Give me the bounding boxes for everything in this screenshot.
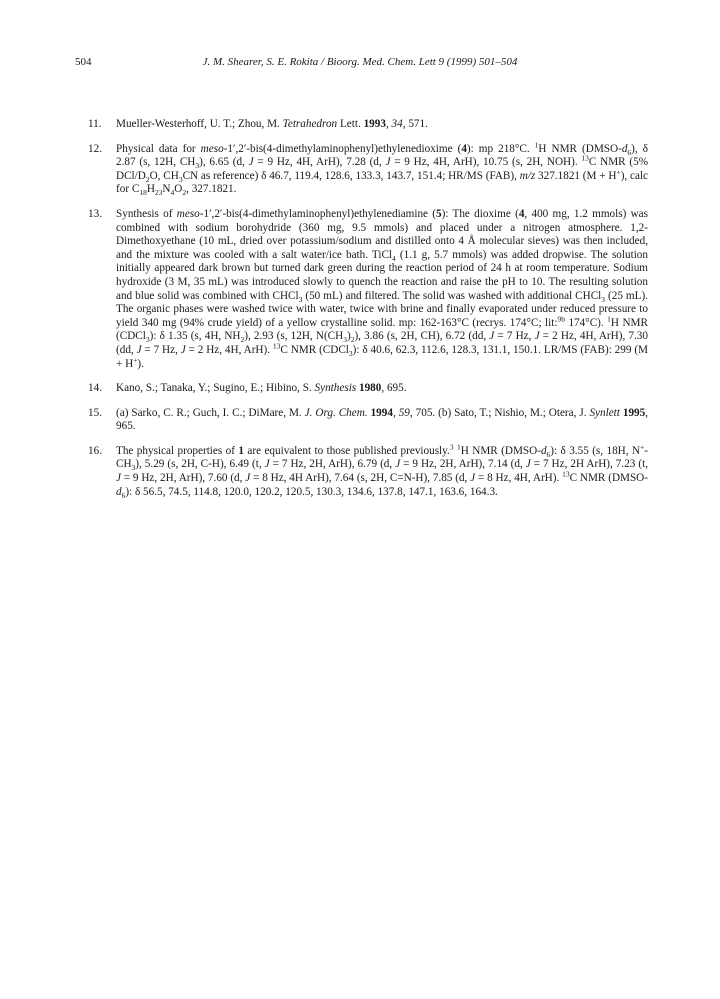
reference-text: Mueller-Westerhoff, U. T.; Zhou, M. Tetrahedron Lett. 1993, 34, 571. bbox=[116, 118, 428, 130]
reference-number: 16. bbox=[88, 444, 102, 457]
reference-text: Kano, S.; Tanaka, Y.; Sugino, E.; Hibino, S. Synthesis 1980, 695. bbox=[116, 382, 407, 395]
reference-number: 14. bbox=[88, 382, 102, 395]
reference-number: 15. bbox=[88, 406, 102, 419]
reference-text: Synthesis of meso-1′,2′-bis(4-dimethylaminophenyl)ethylenediamine (5): The dioxime (4, 400 mg, 1.2 mmols) was combined with sodium borohydride (360 mg, 9.5 mmols) and placed under a nitrogen atmosphere. 1,2-Dimethoxyethane (10 mL, dried over potassium/sodium and distilled onto 4 Å molecular sieves) was then included, and the mixture was cooled with a salt water/ice bath. TiCl$_4$ (1.1 g, 5.7 mmols) was added dropwise. The solution initially appeared dark brown but turned dark green during the reaction period of 24 h at room temperature. Sodium hydroxide (3 M, 35 mL) was introduced slowly to quench the reaction and raise the pH to 10. The resulting solution and blue solid was combined with CHCl$_3$ (50 mL) and filtered. The solid was washed with additional CHCl$_3$ (25 mL). The organic phases were washed twice with water, twice with brine and finally evaporated under reduced pressure to yield 340 mg (94% crude yield) of a yellow crystalline solid. mp: 162-163°C (recrys. 174°C; lit:$^{9b}$ 174°C). $^1$H NMR (CDCl$_3$): δ 1.35 (s, 4H, $NH_2$), 2.93 (s, 12H, $N(CH_3)_2$), 3.86 (s, 2H, CH), 6.72 (dd, J = 7 Hz, J = 2 Hz, 4H, ArH), 7.30 (dd, J = 7 Hz, J = 2 Hz, 4H, ArH). $^{13}$C NMR (CDCl$_3$): δ 40.6, 62.3, 112.6, 128.3, 131.1, 150.1. LR/MS (FAB): 299 (M + H+). bbox=[116, 207, 648, 370]
reference-text: (a) Sarko, C. R.; Guch, I. C.; DiMare, M. J. Org. Chem. 1994, 59, 705. (b) Sato, T.; Nishio, M.; Otera, J. Synlett 1995, 965. bbox=[116, 406, 649, 433]
reference-number: 12. bbox=[88, 142, 102, 155]
reference-item bbox=[88, 208, 648, 371]
reference-text: The physical properties of 1 are equivalent to those published previously.$^3$ $^1$H NMR $(DMSO-d_6)$: δ 3.55 (s, 18H, $N^+-CH_3$), 5.29 (s, 2H, C-H), 6.49 (t, J = 7 Hz, 2H, ArH), 6.79 (d, J = 9 Hz, 2H, ArH), 7.14 (d, J = 7 Hz, 2H ArH), 7.23 (t, J = 9 Hz, 2H, ArH), 7.60 (d, J = 8 Hz, 4H ArH), 7.64 (s, 2H, C=N-H), 7.85 (d, J = 8 Hz, 4H, ArH). $^{13}$C NMR $(DMSO-d_6)$: δ 56.5, 74.5, 114.8, 120.0, 120.2, 120.5, 130.3, 134.6, 137.8, 147.1, 163.6, 164.3. bbox=[116, 442, 649, 500]
reference-item bbox=[88, 382, 648, 396]
running-head: J. M. Shearer, S. E. Rokita / Bioorg. Med. Chem. Lett 9 (1999) 501–504 bbox=[202, 56, 518, 68]
page-header bbox=[75, 56, 645, 70]
page-number: 504 bbox=[75, 56, 92, 68]
references-list bbox=[88, 118, 648, 510]
reference-number: 11. bbox=[88, 118, 102, 130]
reference-text: Physical data for meso-1′,2′-bis(4-dimethylaminophenyl)ethylenedioxime (4): mp 218°C. $^1$H NMR $(DMSO-d_6)$, δ 2.87 (s, 12H, $CH_3$), 6.65 (d, J = 9 Hz, 4H, ArH), 7.28 (d, J = 9 Hz, 4H, ArH), 10.75 (s, 2H, NOH). $^{13}$C NMR (5% DCl/$D_2O$, $CH_3CN$ as reference) δ 46.7, 119.4, 128.6, 133.3, 143.7, 151.4; HR/MS (FAB), m/z 327.1821 (M + H+), calc for $C_{18}H_{23}N_4O_2$, 327.1821. bbox=[116, 139, 649, 198]
reference-number: 13. bbox=[88, 207, 102, 220]
reference-item bbox=[88, 442, 649, 500]
reference-item bbox=[88, 139, 649, 198]
reference-item bbox=[88, 118, 648, 132]
reference-item bbox=[88, 407, 648, 434]
